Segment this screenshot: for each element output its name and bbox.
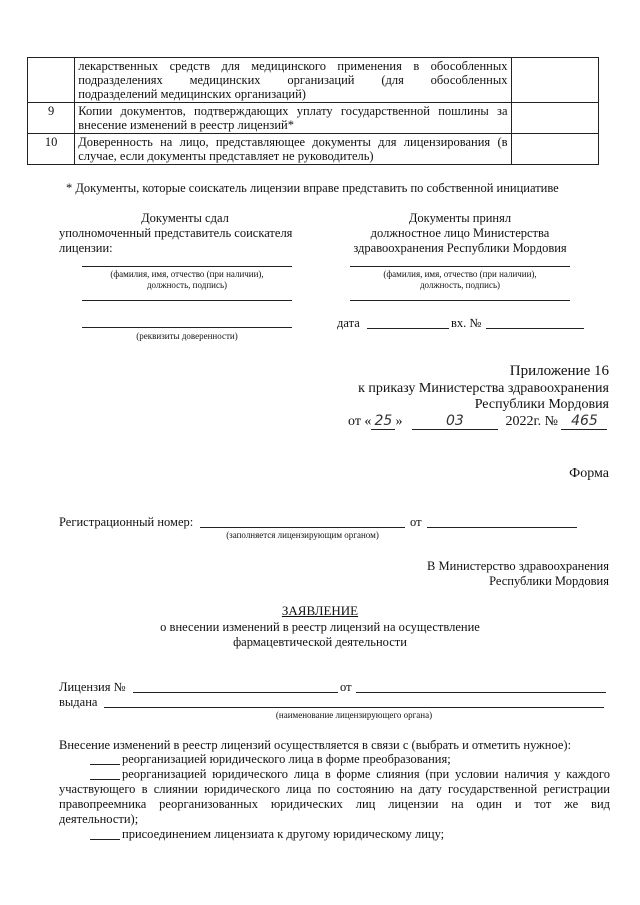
option-merger-line4: деятельности); <box>59 812 139 826</box>
registration-from-label: от <box>410 515 422 529</box>
license-date-field[interactable] <box>356 692 606 693</box>
appendix-line2: к приказу Министерства здравоохранения <box>358 381 609 396</box>
license-label: Лицензия № <box>59 680 126 694</box>
left-fio-hint1: (фамилия, имя, отчество (при наличии), <box>110 269 264 279</box>
statement-sub1: о внесении изменений в реестр лицензий на осуществление <box>160 620 480 634</box>
proxy-hint: (реквизиты доверенности) <box>136 331 238 341</box>
table-row <box>28 58 599 103</box>
from-label: от « <box>348 414 372 429</box>
table-row <box>28 103 599 134</box>
registration-label: Регистрационный номер: <box>59 515 194 529</box>
appendix-date-line <box>348 413 607 430</box>
registration-hint: (заполняется лицензирующим органом) <box>226 530 379 540</box>
appendix-line3: Республики Мордовия <box>474 397 609 412</box>
right-fio-hint2: должность, подпись) <box>419 280 501 290</box>
row-number: 10 <box>28 134 75 165</box>
issued-label: выдана <box>59 695 98 709</box>
row-text: лекарственных средств для медицинского применения в обособленных подразделениях медицинских организаций (для обособленных подразделений медицинских организаций) <box>75 58 511 103</box>
license-number-field[interactable] <box>133 692 338 693</box>
right-fio-hint1: (фамилия, имя, отчество (при наличии), <box>383 269 537 279</box>
table-row <box>28 134 599 165</box>
handover-right-sub1: должностное лицо Министерства <box>370 226 550 240</box>
option-accession: присоединением лицензиата к другому юридическому лицу; <box>122 827 445 841</box>
option-merger-line3: правопреемника реорганизованных юридических лиц лицензии на один и тот же вид <box>59 797 610 811</box>
date-field[interactable] <box>367 328 449 329</box>
handover-left-title: Документы сдал <box>141 211 229 225</box>
quote-close: » <box>395 414 403 429</box>
option-transformation: реорганизацией юридического лица в форме преобразования; <box>122 752 451 766</box>
form-label: Форма <box>569 466 609 481</box>
issuer-hint: (наименование лицензирующего органа) <box>275 710 433 720</box>
handover-right-title: Документы принял <box>408 211 512 225</box>
row-text: Доверенность на лицо, представляющее документы для лицензирования (в случае, если документы представляет не руководитель) <box>75 134 511 165</box>
option-merger-line2: участвующего в слиянии юридического лица по состоянию на дату государственной регистрации <box>59 782 610 796</box>
right-extra-line[interactable] <box>350 300 570 301</box>
registration-number-field[interactable] <box>200 527 405 528</box>
row-number: 9 <box>28 103 75 134</box>
row-number <box>28 58 75 103</box>
handover-right-sub2: здравоохранения Республики Мордовия <box>353 241 567 255</box>
body-intro: Внесение изменений в реестр лицензий осуществляется в связи с (выбрать и отметить нужное): <box>59 738 572 752</box>
license-from-label: от <box>340 680 352 694</box>
handover-left-sub2: лицензии: <box>59 241 113 255</box>
issuer-field[interactable] <box>104 707 604 708</box>
row-text: Копии документов, подтверждающих уплату государственной пошлины за внесение изменений в реестр лицензий* <box>75 103 511 134</box>
documents-table <box>27 57 599 165</box>
row-mark-cell[interactable] <box>511 103 598 134</box>
row-mark-cell[interactable] <box>511 134 598 165</box>
left-extra-line[interactable] <box>82 300 292 301</box>
addressee-line1: В Министерство здравоохранения <box>427 559 609 573</box>
left-signature-line[interactable] <box>82 266 292 267</box>
incoming-number-field[interactable] <box>486 328 584 329</box>
registration-date-field[interactable] <box>427 527 577 528</box>
addressee-line2: Республики Мордовия <box>489 574 609 588</box>
appendix-line1: Приложение 16 <box>509 363 609 379</box>
handwritten-month: 03 <box>412 413 498 430</box>
date-label: дата <box>337 316 360 330</box>
handover-left-sub1: уполномоченный представитель соискателя <box>59 226 293 240</box>
handwritten-number: 465 <box>561 413 607 430</box>
opt1-checkbox[interactable] <box>90 764 120 765</box>
left-fio-hint2: должность, подпись) <box>146 280 228 290</box>
opt2-checkbox[interactable] <box>90 779 120 780</box>
option-merger-line1: реорганизацией юридического лица в форме слияния (при условии наличия у каждого <box>122 767 610 781</box>
handwritten-day: 25 <box>371 413 395 430</box>
footnote: * Документы, которые соискатель лицензии вправе представить по собственной инициативе <box>66 181 559 195</box>
opt3-checkbox[interactable] <box>90 839 120 840</box>
year-label: 2022г. № <box>505 414 558 429</box>
incoming-label: вх. № <box>451 316 482 330</box>
row-mark-cell[interactable] <box>511 58 598 103</box>
statement-sub2: фармацевтической деятельности <box>233 635 407 649</box>
statement-heading: ЗАЯВЛЕНИЕ <box>281 603 359 618</box>
right-signature-line[interactable] <box>350 266 570 267</box>
proxy-line[interactable] <box>82 327 292 328</box>
